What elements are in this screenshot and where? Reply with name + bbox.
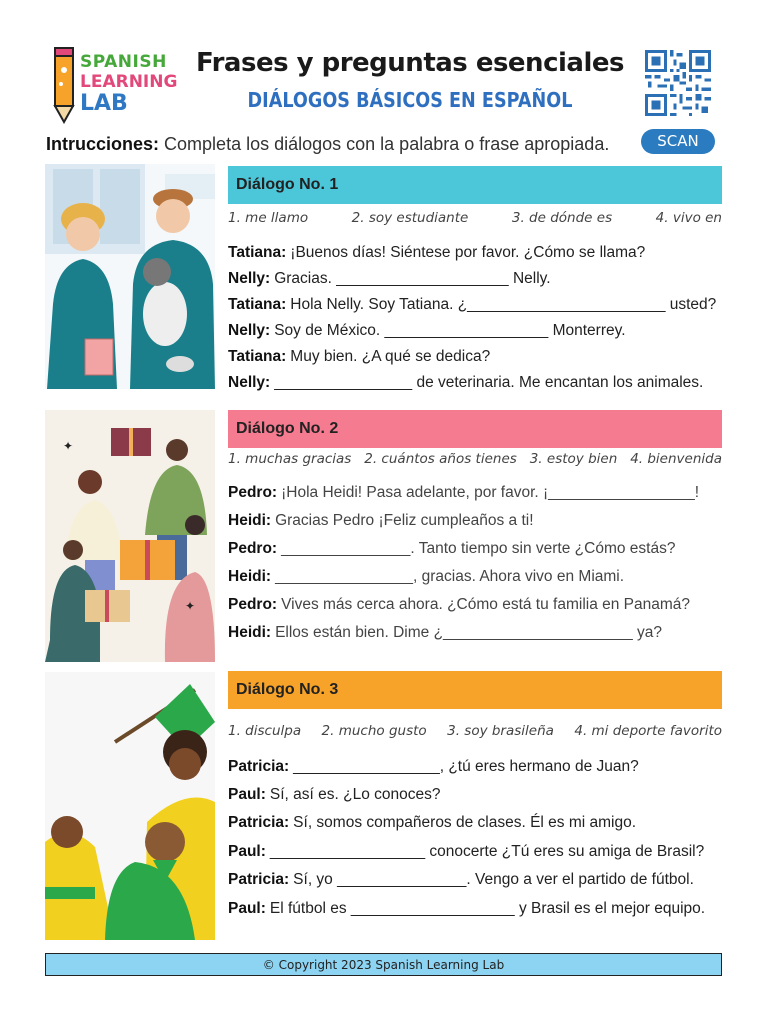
line-text: Sí, yo _______________. Vengo a ver el partido de fútbol.: [293, 871, 694, 888]
birthday-gifts-illustration: [45, 410, 215, 662]
word-bank-item: 1. muchas gracias: [228, 451, 352, 467]
dialog-line: [228, 900, 705, 918]
dialog-line: [228, 348, 490, 366]
speaker-name: Pedro:: [228, 540, 278, 557]
dialog-1-word-bank: [228, 210, 722, 226]
speaker-name: Paul:: [228, 843, 266, 860]
dialog-3-header: Diálogo No. 3: [228, 671, 722, 709]
dialog-line: [228, 296, 716, 314]
line-text: ¡Buenos días! Siéntese por favor. ¿Cómo se llama?: [290, 244, 646, 261]
speaker-name: Patricia:: [228, 814, 290, 831]
line-text: ¡Hola Heidi! Pasa adelante, por favor. ¡_________________!: [281, 484, 700, 501]
dialog-line: [228, 244, 645, 262]
line-text: __________________ conocerte ¿Tú eres su amiga de Brasil?: [269, 843, 705, 860]
line-text: Ellos están bien. Dime ¿______________________ ya?: [275, 624, 662, 641]
logo: [50, 44, 190, 124]
word-bank-item: 4. bienvenida: [630, 451, 722, 467]
dialog-line: [228, 484, 699, 502]
speaker-name: Pedro:: [228, 596, 278, 613]
speaker-name: Paul:: [228, 786, 266, 803]
instructions-label: Intrucciones:: [46, 134, 160, 154]
svg-text:✦: ✦: [63, 439, 74, 453]
word-bank-item: 2. soy estudiante: [351, 210, 469, 226]
speaker-name: Patricia:: [228, 758, 290, 775]
page-title: Frases y preguntas esenciales: [196, 48, 624, 78]
dialog-line: [228, 786, 441, 804]
line-text: Sí, somos compañeros de clases. Él es mi amigo.: [293, 814, 637, 831]
word-bank-item: 1. disculpa: [228, 723, 302, 739]
line-text: _______________. Tanto tiempo sin verte ¿Cómo estás?: [281, 540, 676, 557]
dialog-2-header: Diálogo No. 2: [228, 410, 722, 448]
dialog-3-word-bank: [228, 723, 722, 739]
dialog-line: [228, 843, 704, 861]
dialog-line: [228, 758, 639, 776]
speaker-name: Heidi:: [228, 568, 272, 585]
word-bank-item: 3. de dónde es: [511, 210, 613, 226]
line-text: ________________, gracias. Ahora vivo en Miami.: [275, 568, 625, 585]
dialog-line: [228, 814, 636, 832]
dialog-line: [228, 512, 534, 530]
line-text: Gracias Pedro ¡Feliz cumpleaños a ti!: [275, 512, 534, 529]
word-bank-item: 3. soy brasileña: [447, 723, 554, 739]
dialog-line: [228, 270, 551, 288]
word-bank-item: 1. me llamo: [228, 210, 309, 226]
svg-text:✦: ✦: [185, 599, 196, 613]
speaker-name: Nelly:: [228, 270, 271, 287]
word-bank-item: 4. mi deporte favorito: [574, 723, 722, 739]
line-text: Muy bien. ¿A qué se dedica?: [290, 348, 491, 365]
word-bank-item: 2. mucho gusto: [321, 723, 427, 739]
speaker-name: Nelly:: [228, 374, 271, 391]
line-text: ________________ de veterinaria. Me encantan los animales.: [274, 374, 704, 391]
dialog-2-word-bank: [228, 451, 722, 467]
logo-line2: LEARNING: [80, 72, 178, 92]
qr-code-icon[interactable]: [645, 50, 711, 116]
page-subtitle: DIÁLOGOS BÁSICOS EN ESPAÑOL: [247, 88, 573, 112]
line-text: Sí, así es. ¿Lo conoces?: [269, 786, 441, 803]
dialog-line: [228, 374, 703, 392]
line-text: Soy de México. ___________________ Monterrey.: [274, 322, 626, 339]
dialog-line: [228, 871, 694, 889]
dialog-1-header: Diálogo No. 1: [228, 166, 722, 204]
instructions: [46, 134, 609, 155]
line-text: Gracias. ____________________ Nelly.: [274, 270, 551, 287]
speaker-name: Paul:: [228, 900, 266, 917]
speaker-name: Tatiana:: [228, 244, 287, 261]
veterinarians-illustration: [45, 164, 215, 389]
word-bank-item: 2. cuántos años tienes: [364, 451, 517, 467]
speaker-name: Heidi:: [228, 624, 272, 641]
dialog-line: [228, 322, 626, 340]
line-text: El fútbol es ___________________ y Brasil es el mejor equipo.: [269, 900, 706, 917]
speaker-name: Tatiana:: [228, 296, 287, 313]
scan-me-badge: SCAN: [641, 129, 715, 154]
football-fans-illustration: [45, 672, 215, 940]
logo-line3: LAB: [80, 91, 128, 116]
speaker-name: Tatiana:: [228, 348, 287, 365]
speaker-name: Heidi:: [228, 512, 272, 529]
speaker-name: Nelly:: [228, 322, 271, 339]
instructions-text: Completa los diálogos con la palabra o frase apropiada.: [164, 134, 610, 154]
line-text: Hola Nelly. Soy Tatiana. ¿_______________________ usted?: [290, 296, 717, 313]
dialog-line: [228, 568, 624, 586]
word-bank-item: 3. estoy bien: [529, 451, 618, 467]
word-bank-item: 4. vivo en: [655, 210, 722, 226]
line-text: _________________, ¿tú eres hermano de Juan?: [293, 758, 639, 775]
speaker-name: Patricia:: [228, 871, 290, 888]
dialog-line: [228, 596, 690, 614]
dialog-line: [228, 540, 675, 558]
copyright-footer: © Copyright 2023 Spanish Learning Lab: [45, 953, 722, 976]
pencil-flask-icon: [50, 44, 80, 124]
logo-line1: SPANISH: [80, 52, 167, 72]
dialog-line: [228, 624, 662, 642]
line-text: Vives más cerca ahora. ¿Cómo está tu familia en Panamá?: [281, 596, 691, 613]
speaker-name: Pedro:: [228, 484, 278, 501]
